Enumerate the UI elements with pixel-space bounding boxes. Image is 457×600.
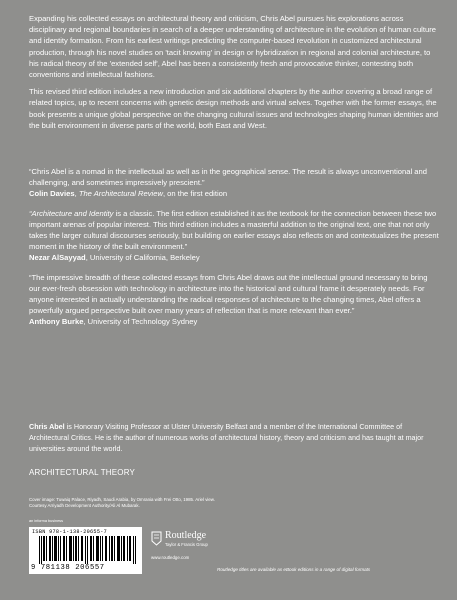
credit-line-2: Courtesy Arriyadh Development Authority/Ali Al Mubarak. [29, 503, 140, 509]
quote-affiliation: , University of California, Berkeley [85, 253, 200, 263]
quote-affiliation-prefix: , [74, 189, 79, 199]
endorsement-alsayyad [29, 208, 439, 264]
description-paragraph-1: Expanding his collected essays on architectural theory and criticism, Chris Abel pursues his explorations across disciplinary and regional boundaries in search of a deeper understanding of architecture in the evolution of human culture and identity formation. From his earliest writings predicting the computer-based revolution in customized architectural production, through his novel studies on 'tacit knowing' in design or hybridization in regional and colonial architecture, to his radical theory of the 'extended self', Abel has been a consistently fresh and provocative thinker, contesting both conventions and intellectual fashions. [29, 14, 436, 80]
publisher-group: Taylor & Francis Group [165, 542, 208, 547]
barcode [29, 527, 142, 574]
quote-publication: The Architectural Review [78, 189, 163, 199]
author-bio [29, 422, 439, 454]
ebook-note: Routledge titles are available as eBook editions in a range of digital formats [217, 567, 371, 572]
book-description [29, 13, 439, 131]
barcode-bars [39, 536, 137, 564]
endorsements [29, 166, 439, 336]
quote-text: “Chris Abel is a nomad in the intellectual as well as in the geographical sense. The result is always unconventional and challenging, and sometimes impressively prescient.” [29, 167, 427, 188]
publisher-name: Routledge [165, 530, 207, 541]
quote-author: Colin Davies [29, 189, 75, 199]
routledge-logo [151, 529, 221, 553]
quote-body: is a classic. The first edition established it as the textbook for the connection between these two important arenas of popular interest. This third edition includes a masterful addition to the original text, one that not only takes the larger cultural discourses seriously, but building on earlier essays also reflects on and contextualizes the present moment in the history of the built environment.” [29, 208, 439, 252]
quote-book-title: “Architecture and Identity [29, 208, 114, 218]
endorsement-davies [29, 166, 439, 200]
quote-attribution [29, 316, 439, 327]
informa-tagline: an informa business [29, 519, 63, 523]
quote-affiliation: , University of Technology Sydney [83, 317, 198, 327]
quote-attribution [29, 252, 439, 263]
isbn-text: ISBN 978-1-138-20655-7 [32, 529, 108, 535]
quote-author: Nezar AlSayyad [29, 253, 86, 263]
quote-affiliation-suffix: , on the first edition [162, 189, 228, 199]
subject-category: ARCHITECTURAL THEORY [29, 468, 136, 477]
routledge-emblem-icon [151, 531, 162, 546]
quote-text: “The impressive breadth of these collected essays from Chris Abel draws out the intellectual ground necessary to bring our ever-fresh obsession with technology in architecture into the historical and cultural frame it desperately needs. For anyone interested in actually understanding the radical responses of architecture to the changing times, Abel offers a powerfully argued perspective built over many years of reflection that is more relevant than ever.” [29, 272, 428, 316]
barcode-digits: 9 781138 206557 [31, 564, 105, 572]
credit-line-1: Cover image: Tuwaiq Palace, Riyadh, Saudi Arabia, by Omrania with Frei Otto, 1985. Ariel view. [29, 497, 215, 502]
quote-author: Anthony Burke [29, 317, 84, 327]
quote-attribution [29, 188, 439, 199]
quote-text [29, 208, 439, 253]
cover-credits [29, 497, 329, 509]
publisher-url[interactable]: www.routledge.com [151, 555, 190, 560]
endorsement-burke [29, 272, 439, 328]
author-bio-text: is Honorary Visiting Professor at Ulster University Belfast and a member of the International Committee of Architectural Critics. He is the author of numerous works of architectural history, theory and criticism and has taught at major universities around the world. [29, 422, 424, 453]
author-name: Chris Abel [29, 422, 65, 431]
description-paragraph-2: This revised third edition includes a new introduction and six additional chapters by the author covering a broad range of related topics, up to recent concerns with genetic design methods and virtual selves. Together with the former essays, the book presents a unique global perspective on the changing cultural issues and technologies shaping human identities and the built environment in diverse parts of the world, both East and West. [29, 87, 439, 130]
